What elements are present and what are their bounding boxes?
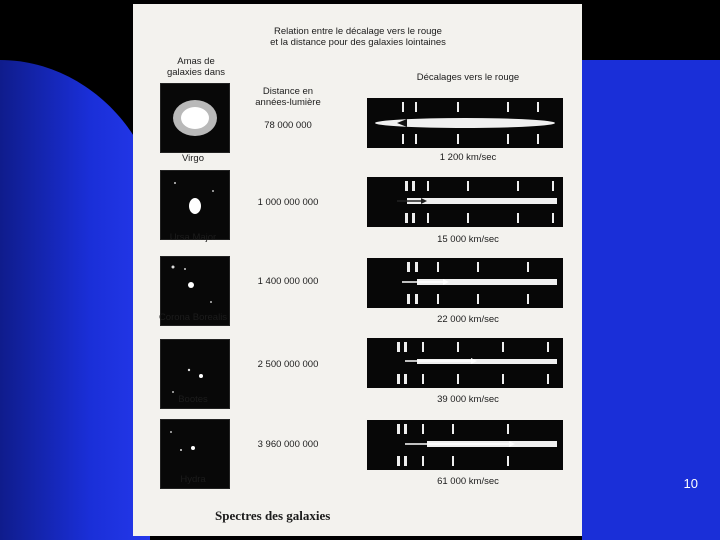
redshift-virgo: 1 200 km/sec [439, 152, 497, 163]
figure-caption: Spectres des galaxies [215, 508, 331, 523]
cluster-name-virgo: Virgo [181, 153, 204, 164]
cluster-header-line1: Amas de [177, 56, 215, 67]
spectrum-virgo [367, 98, 563, 148]
slide-number: 10 [683, 476, 698, 491]
figure-title-line2: et la distance pour des galaxies lointaines [270, 37, 446, 48]
distance-header-line1: Distance en [262, 86, 314, 97]
galaxy-photo-ursa-major [160, 170, 230, 240]
spectrum-hydra [367, 420, 563, 470]
cluster-column-header [151, 56, 241, 78]
distance-corona-borealis: 1 400 000 000 [257, 276, 319, 287]
redshift-hydra: 61 000 km/sec [437, 476, 499, 487]
figure-title [223, 26, 493, 48]
distance-hydra: 3 960 000 000 [257, 439, 319, 450]
figure-title-line1: Relation entre le décalage vers le rouge [274, 26, 442, 37]
cluster-name-bootes: Bootes [178, 394, 208, 405]
redshift-corona-borealis: 22 000 km/sec [437, 314, 499, 325]
spectrum-corona-borealis [367, 258, 563, 308]
redshift-bootes: 39 000 km/sec [437, 394, 499, 405]
galaxy-photo-virgo [160, 83, 230, 153]
shift-column-header: Décalages vers le rouge [416, 72, 520, 83]
scanned-figure-page [133, 4, 582, 536]
distance-header-line2: années-lumière [255, 97, 321, 108]
distance-virgo: 78 000 000 [264, 120, 312, 131]
spectrum-ursa-major [367, 177, 563, 227]
distance-column-header [243, 86, 333, 108]
cluster-header-line2: galaxies dans [166, 67, 226, 78]
distance-bootes: 2 500 000 000 [257, 359, 319, 370]
cluster-name-hydra: Hydra [180, 474, 206, 485]
redshift-ursa-major: 15 000 km/sec [437, 234, 499, 245]
distance-ursa-major: 1 000 000 000 [257, 197, 319, 208]
cluster-name-ursa-major: Ursa Major [169, 232, 217, 243]
spectrum-bootes [367, 338, 563, 388]
cluster-name-corona-borealis: Corona Borealis [158, 312, 228, 323]
